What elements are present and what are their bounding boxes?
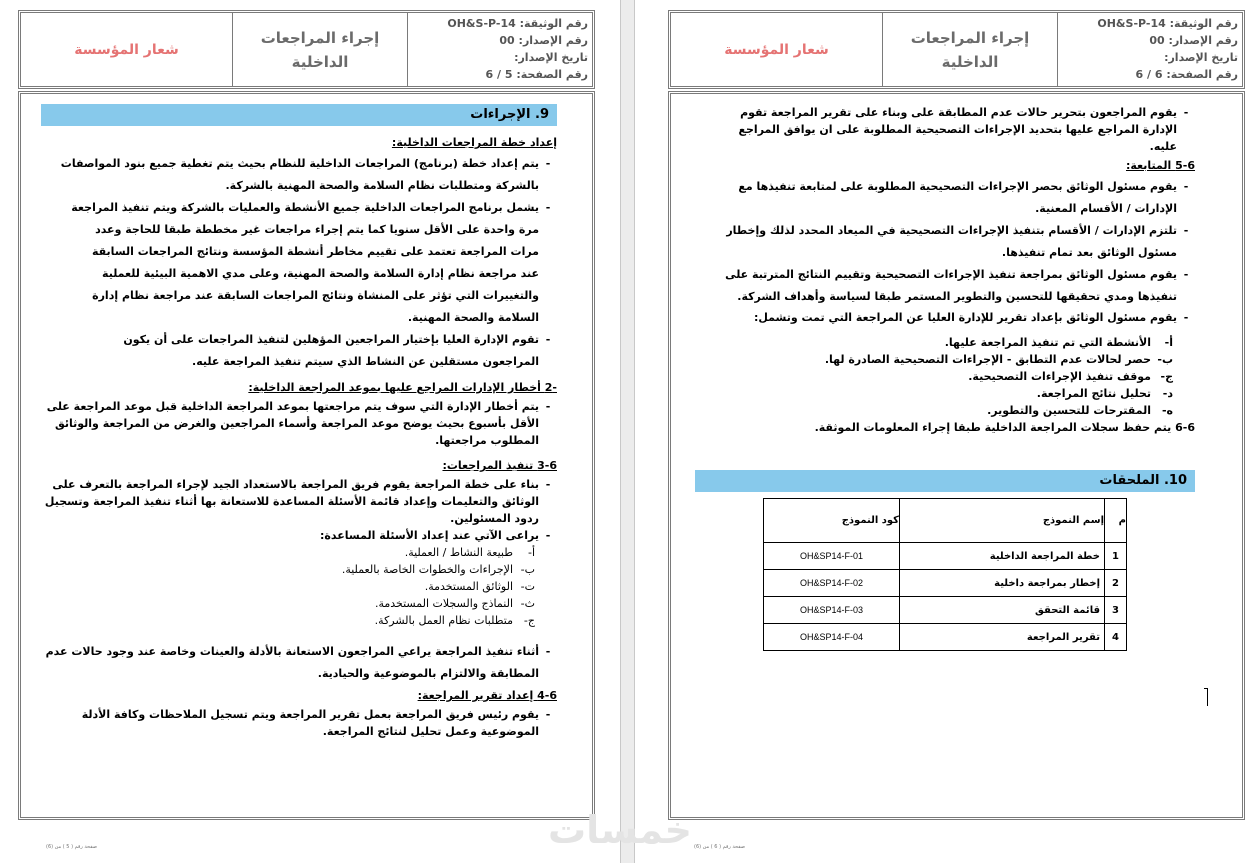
document-page-5: [0, 0, 612, 863]
lettered-item: أ- طبيعة النشاط / العملية.: [404, 546, 535, 559]
dash-bullet: -: [545, 478, 551, 491]
page-header: [668, 10, 1245, 89]
lettered-item: ت- الوثائق المستخدمة.: [424, 580, 535, 593]
form-code: OH&SP14-F-01: [764, 543, 900, 570]
list-item: - يتم أخطار الإدارة التي سوف يتم مراجعتها بموعد المراجعة الداخلية قبل موعد المراجعة على الأقل بأسبوع بحيث يوضح موعد المراجعة وأسماء المراجعين والغرض من المراجعة والوثائق المطلوب مراجعتها.: [41, 398, 557, 449]
dash-bullet: -: [545, 157, 551, 170]
section-heading-annexes: 10. الملحقات: [695, 470, 1195, 492]
subheading-execute-audits: 3-6 تنفيذ المراجعات:: [442, 459, 557, 472]
form-code: OH&SP14-F-03: [764, 597, 900, 624]
text-cursor: [1207, 688, 1208, 706]
lettered-item: ث- النماذج والسجلات المستخدمة.: [374, 597, 535, 610]
header-meta: [407, 13, 592, 86]
dash-bullet: -: [545, 333, 551, 346]
page-header: [18, 10, 595, 89]
page-content: [695, 104, 1195, 651]
records-statement: 6-6 يتم حفظ سجلات المراجعة الداخلية طبقا إجراء المعلومات الموثقة.: [814, 421, 1195, 434]
lettered-item: ج- موقف تنفيذ الإجراءات التصحيحية.: [968, 370, 1173, 383]
dash-bullet: -: [545, 400, 551, 413]
lettered-item: ه- المقترحات للتحسين والتطوير.: [987, 404, 1173, 417]
list-item: - يتم إعداد خطة (برنامج) المراجعات الداخلية للنظام بحيث يتم تغطية جميع بنود المواصفات بالشركة ومتطلبات نظام السلامة والصحة المهنية بالشركة.: [41, 153, 557, 197]
list-item: - بناء على خطة المراجعة يقوم فريق المراجعة بالاستعداد الجيد لإجراء المراجعة بالتعرف على الوثائق والتعليمات وإعداد قائمة الأسئلة المساعدة للاستعانة بها أثناء تنفيذ المراجعة وتسجيل ردود المسئولين.: [41, 476, 557, 527]
lettered-item: أ- الأنشطة التي تم تنفيذ المراجعة عليها.: [944, 336, 1173, 349]
page-footer: صفحة رقم ( 6 ) من (6): [694, 844, 746, 850]
organization-logo-placeholder: شعار المؤسسة: [724, 41, 829, 58]
subheading-audit-report: 4-6 إعداد تقرير المراجعة:: [417, 689, 557, 702]
page-gutter: [620, 0, 635, 863]
page-content: [41, 104, 557, 804]
table-row: [764, 570, 1127, 597]
dash-bullet: -: [1183, 180, 1189, 193]
list-item: - تقوم الإدارة العليا بإختيار المراجعين المؤهلين لتنفيذ المراجعات على أن يكون المراجعون مستقلين عن النشاط الذي سيتم تنفيذ المراجعة عليه.: [41, 329, 557, 373]
dash-bullet: -: [545, 529, 551, 542]
list-item: - أثناء تنفيذ المراجعة يراعي المراجعون الاستعانة بالأدلة والعينات وخاصة عند وجود حالات عدم المطابقة والالتزام بالموضوعية والحيادية.: [41, 641, 557, 685]
subheading-notify-departments: -2 أخطار الإدارات المراجع عليها بموعد المراجعة الداخلية:: [248, 381, 557, 394]
lettered-list: [41, 544, 557, 629]
issue-date: تاريخ الإصدار:: [1164, 51, 1238, 64]
column-header-number: م: [1105, 499, 1127, 543]
form-name: إخطار بمراجعة داخلية: [900, 570, 1105, 597]
document-title: إجراء المراجعات الداخلية: [882, 13, 1057, 86]
watermark-logo: خمسات: [548, 808, 692, 852]
page-body-frame: [18, 91, 595, 820]
form-code: OH&SP14-F-02: [764, 570, 900, 597]
lettered-item: ج- متطلبات نظام العمل بالشركة.: [374, 614, 535, 627]
document-page-6: [650, 0, 1260, 863]
lettered-list: [721, 334, 1195, 419]
issue-date: تاريخ الإصدار:: [514, 51, 588, 64]
doc-number: رقم الوثيقة: OH&S-P-14: [447, 17, 588, 30]
subheading-audit-plan: إعداد خطة المراجعات الداخلية:: [391, 136, 557, 149]
dash-bullet: -: [1183, 268, 1189, 281]
page-body-frame: [668, 91, 1245, 820]
document-title: إجراء المراجعات الداخلية: [232, 13, 407, 86]
lettered-item: د- تحليل نتائج المراجعة.: [1036, 387, 1173, 400]
doc-number: رقم الوثيقة: OH&S-P-14: [1097, 17, 1238, 30]
form-name: تقرير المراجعة: [900, 624, 1105, 651]
issue-number: رقم الإصدار: 00: [499, 34, 588, 47]
annex-table: [763, 498, 1127, 651]
page-number: رقم الصفحة: 6 / 6: [1135, 68, 1238, 81]
form-name: قائمة التحقق: [900, 597, 1105, 624]
form-name: خطة المراجعة الداخلية: [900, 543, 1105, 570]
dash-bullet: -: [1183, 311, 1189, 324]
list-item: - يقوم المراجعون بتحرير حالات عدم المطابقة على وبناء على تقرير المراجعة تقوم الإدارة المراجع عليها بتحديد الإجراءات التصحيحية المطلوبة على ان يوافق المراجع عليه.: [721, 104, 1195, 155]
table-row: [764, 624, 1127, 651]
page-footer: صفحة رقم ( 5 ) من (6): [46, 844, 98, 850]
list-item: - يقوم رئيس فريق المراجعة بعمل تقرير المراجعة ويتم تسجيل الملاحظات وكافة الأدلة الموضوعية وعمل تحليل لنتائج المراجعة.: [41, 706, 557, 740]
dash-bullet: -: [545, 708, 551, 721]
list-item: - يقوم مسئول الوثائق بمراجعة تنفيذ الإجراءات التصحيحية وتقييم النتائج المترتبة على تنفيذها ومدي تحقيقها للتحسين والتطوير المستمر طبقا لسياسة وأهداف الشركة.: [721, 264, 1195, 308]
list-item: - يشمل برنامج المراجعات الداخلية جميع الأنشطة والعمليات بالشركة ويتم تنفيذ المراجعة مرة واحدة على الأقل سنويا كما يتم إجراء مراجعات غير مخططة طبقا للحاجة وعدد مرات المراجعة تعتمد على تقييم مخاطر أنشطة المؤسسة ونتائج المراجعات السابقة عند مراجعة نظام إدارة السلامة والصحة المهنية، وعلى مدي الاهمية البيئية للعملية والتغييرات التي تؤثر على المنشاة ونتائج المراجعات السابقة عند مراجعة نظام إدارة السلامة والصحة المهنية.: [41, 197, 557, 329]
dash-bullet: -: [545, 201, 551, 214]
section-heading-procedures: 9. الإجراءات: [41, 104, 557, 126]
row-number: 1: [1105, 543, 1127, 570]
row-number: 4: [1105, 624, 1127, 651]
row-number: 3: [1105, 597, 1127, 624]
subheading-follow-up: 5-6 المتابعة:: [1125, 159, 1195, 172]
row-number: 2: [1105, 570, 1127, 597]
list-item: - يقوم مسئول الوثائق بإعداد تقرير للإدارة العليا عن المراجعة التي تمت وتشمل:: [721, 308, 1195, 328]
issue-number: رقم الإصدار: 00: [1149, 34, 1238, 47]
followup-block: [695, 104, 1195, 436]
list-item: - يقوم مسئول الوثائق بحصر الإجراءات التصحيحية المطلوبة على لمتابعة تنفيذها مع الإدارات / الأقسام المعنية.: [721, 176, 1195, 220]
header-meta: [1057, 13, 1242, 86]
column-header-form-code: كود النموذج: [764, 499, 900, 543]
table-row: [764, 543, 1127, 570]
organization-logo-placeholder: شعار المؤسسة: [74, 41, 179, 58]
dash-bullet: -: [1183, 106, 1189, 119]
lettered-item: ب- حصر لحالات عدم التطابق - الإجراءات التصحيحية الصادرة لها.: [824, 353, 1173, 366]
dash-bullet: -: [545, 645, 551, 658]
list-item: - تلتزم الإدارات / الأقسام بتنفيذ الإجراءات التصحيحية في الميعاد المحدد لذلك وإخطار مسئول الوثائق بعد تمام تنفيذها.: [721, 220, 1195, 264]
form-code: OH&SP14-F-04: [764, 624, 900, 651]
dash-bullet: -: [1183, 224, 1189, 237]
column-header-form-name: إسم النموذج: [900, 499, 1105, 543]
page-number: رقم الصفحة: 5 / 6: [485, 68, 588, 81]
list-item: - يراعى الآتي عند إعداد الأسئلة المساعدة:: [41, 527, 557, 544]
table-header-row: [764, 499, 1127, 543]
lettered-item: ب- الإجراءات والخطوات الخاصة بالعملية.: [341, 563, 535, 576]
table-row: [764, 597, 1127, 624]
